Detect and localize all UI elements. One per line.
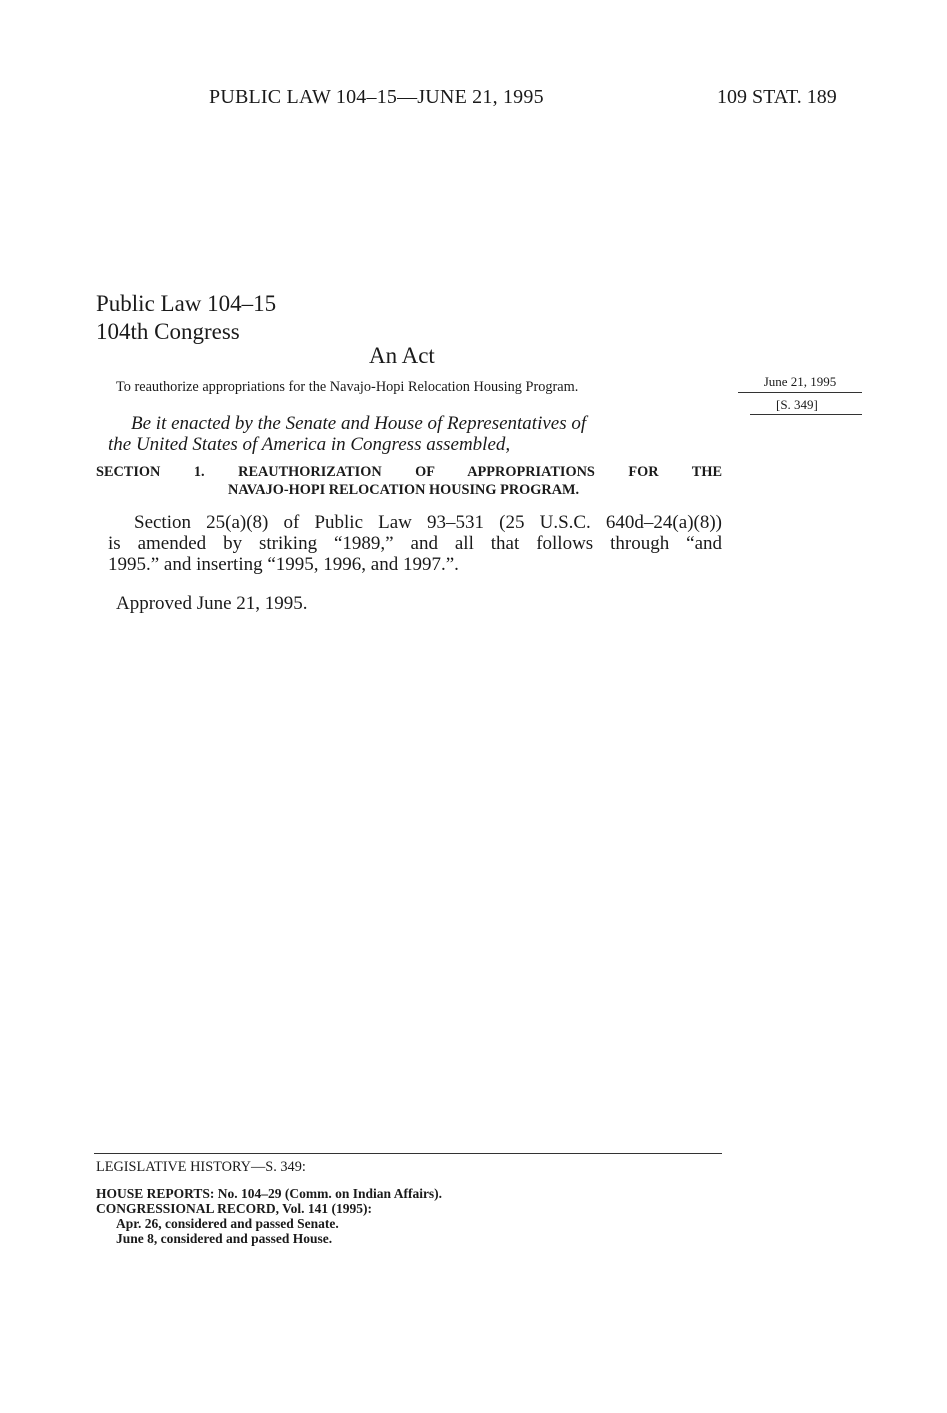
enacting-clause-line-2: the United States of America in Congress assembled, xyxy=(108,434,511,455)
section-body xyxy=(108,512,722,575)
footnote-divider xyxy=(94,1153,722,1154)
house-reports-entry: HOUSE REPORTS: No. 104–29 (Comm. on Indian Affairs). xyxy=(96,1186,443,1201)
approval-date: Approved June 21, 1995. xyxy=(116,593,308,614)
section-body-line-3: 1995.” and inserting “1995, 1996, and 1997.”. xyxy=(108,554,459,575)
margin-note-date: June 21, 1995 xyxy=(738,374,862,393)
enacting-clause xyxy=(108,413,722,455)
section-body-line-1: Section 25(a)(8) of Public Law 93–531 (25 U.S.C. 640d–24(a)(8)) xyxy=(134,512,722,533)
house-action-entry: June 8, considered and passed House. xyxy=(116,1231,333,1246)
section-heading xyxy=(96,463,722,499)
public-law-number: Public Law 104–15 xyxy=(96,291,277,316)
margin-note xyxy=(738,374,862,415)
legislative-history-entries xyxy=(96,1186,442,1246)
section-heading-line-2: NAVAJO-HOPI RELOCATION HOUSING PROGRAM. xyxy=(228,482,580,498)
enacting-clause-line-1: Be it enacted by the Senate and House of Representatives of xyxy=(131,413,587,434)
congress-number: 104th Congress xyxy=(96,319,240,344)
statutes-page-reference: 109 STAT. 189 xyxy=(717,86,837,108)
an-act-heading: An Act xyxy=(369,343,435,368)
act-purpose: To reauthorize appropriations for the Navajo-Hopi Relocation Housing Program. xyxy=(116,379,579,395)
section-body-line-2: is amended by striking “1989,” and all that follows through “and xyxy=(108,533,722,554)
congressional-record-entry: CONGRESSIONAL RECORD, Vol. 141 (1995): xyxy=(96,1201,373,1216)
legislative-history-title: LEGISLATIVE HISTORY—S. 349: xyxy=(96,1159,306,1175)
running-head: PUBLIC LAW 104–15—JUNE 21, 1995 xyxy=(209,86,544,108)
margin-note-bill-number: [S. 349] xyxy=(750,393,862,415)
section-heading-line-1: SECTION 1. REAUTHORIZATION OF APPROPRIATIONS FOR THE xyxy=(96,464,722,480)
senate-action-entry: Apr. 26, considered and passed Senate. xyxy=(116,1216,339,1231)
